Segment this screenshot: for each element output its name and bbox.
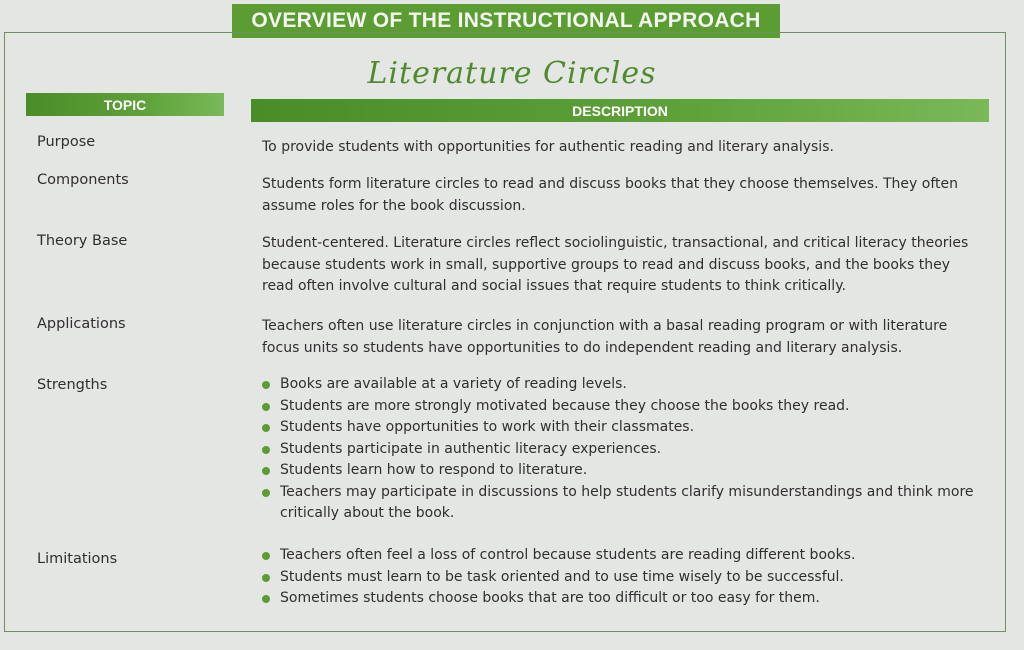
list-item xyxy=(262,482,982,525)
strengths-list xyxy=(262,374,982,525)
topic-column-header: TOPIC xyxy=(26,93,224,116)
list-item-text: Sometimes students choose books that are too difficult or too easy for them. xyxy=(280,590,820,606)
list-item xyxy=(262,545,982,567)
bullet-icon xyxy=(262,424,270,432)
description-theory-base: Student-centered. Literature circles reflect sociolinguistic, transactional, and critical literacy theories because students work in small, supportive groups to read and discuss books, and the books they read often involve cultural and social issues that require students to think critically. xyxy=(262,235,969,294)
list-item xyxy=(262,588,982,610)
topic-strengths: Strengths xyxy=(37,377,108,393)
topic-applications: Applications xyxy=(37,316,126,332)
list-item xyxy=(262,396,982,418)
list-item xyxy=(262,417,982,439)
topic-purpose: Purpose xyxy=(37,134,96,150)
description-purpose: To provide students with opportunities for authentic reading and literary analysis. xyxy=(262,139,834,155)
bullet-icon xyxy=(262,381,270,389)
limitations-list xyxy=(262,545,982,610)
list-item-text: Students learn how to respond to literature. xyxy=(280,462,588,478)
list-item-text: Students participate in authentic literacy experiences. xyxy=(280,440,662,457)
list-item xyxy=(262,567,982,589)
topic-limitations: Limitations xyxy=(37,551,118,567)
list-item-text: Students must learn to be task oriented and to use time wisely to be successful. xyxy=(280,568,844,585)
list-item-text: Students have opportunities to work with their classmates. xyxy=(280,419,695,435)
topic-components: Components xyxy=(37,172,129,188)
list-item-text: Teachers often feel a loss of control because students are reading different books. xyxy=(280,547,856,563)
description-applications: Teachers often use literature circles in conjunction with a basal reading program or with literature focus units so students have opportunities to do independent reading and literary analysis. xyxy=(262,318,948,356)
list-item xyxy=(262,374,982,396)
list-item-text: Teachers may participate in discussions to help students clarify misunderstandings and think more critically about the book. xyxy=(280,483,974,521)
bullet-icon xyxy=(262,446,270,454)
bullet-icon xyxy=(262,574,270,582)
list-item-text: Books are available at a variety of reading levels. xyxy=(280,376,627,392)
bullet-icon xyxy=(262,403,270,411)
topic-theory-base: Theory Base xyxy=(37,233,128,249)
description-limitations xyxy=(262,545,982,610)
bullet-icon xyxy=(262,595,270,603)
list-item-text: Students are more strongly motivated because they choose the books they read. xyxy=(280,397,850,414)
description-column-header: DESCRIPTION xyxy=(251,99,989,122)
overview-banner: OVERVIEW OF THE INSTRUCTIONAL APPROACH xyxy=(232,4,780,38)
description-components: Students form literature circles to read and discuss books that they choose themselves. They often assume roles for the book discussion. xyxy=(262,176,958,214)
list-item xyxy=(262,460,982,482)
bullet-icon xyxy=(262,467,270,475)
list-item xyxy=(262,439,982,461)
page-title: Literature Circles xyxy=(367,56,657,91)
description-strengths xyxy=(262,374,982,525)
bullet-icon xyxy=(262,489,270,497)
bullet-icon xyxy=(262,552,270,560)
